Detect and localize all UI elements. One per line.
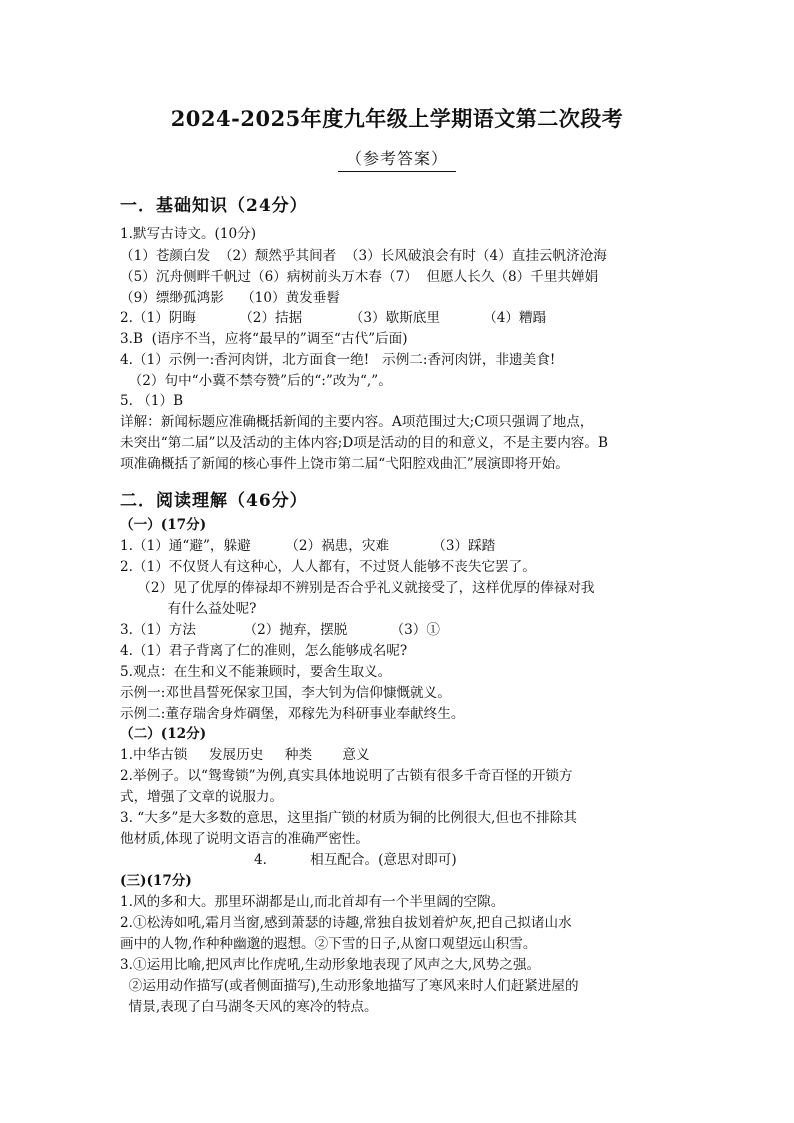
- section1-line: 1.默写古诗文。(10分): [120, 226, 257, 242]
- part2-line: 式，增强了文章的说服力。: [120, 789, 284, 805]
- part1-line: 示例二:董存瑞舍身炸碉堡，邓稼先为科研事业奉献终生。: [120, 706, 465, 722]
- section1-line: （1）苍颜白发 （2）颓然乎其间者 （3）长风破浪会有时（4）直挂云帆济沧海: [120, 248, 607, 264]
- subtitle-wrap: [0, 146, 794, 172]
- part2-line: 他材质,体现了说明文语言的准确严密性。: [120, 831, 370, 847]
- part1-heading: （一）(17分): [120, 517, 207, 533]
- part1-line: （2）见了优厚的俸禄却不辨别是否合乎礼义就接受了，这样优厚的俸禄对我: [120, 580, 595, 596]
- section1-line: （5）沉舟侧畔千帆过（6）病树前头万木春（7） 但愿人长久（8）千里共婵娟: [120, 269, 599, 285]
- section1-line: （9）缥缈孤鸿影 （10）黄发垂髫: [120, 290, 340, 306]
- part1-line: 示例一:邓世昌誓死保家卫国，李大钊为信仰慷慨就义。: [120, 685, 451, 701]
- section1-line: 项准确概括了新闻的核心事件上饶市第二届“弋阳腔戏曲汇”展演即将开始。: [120, 456, 569, 472]
- part2-line: 1.中华古锁 发展历史 种类 意义: [120, 747, 370, 763]
- part1-line: 4.（1）君子背离了仁的准则，怎么能够成名呢?: [120, 643, 408, 659]
- section1-line: 未突出“第二届”以及活动的主体内容;D项是活动的目的和意义，不是主要内容。B: [120, 435, 608, 451]
- section1-line: （2）句中“小冀不禁夸赞”后的“:”改为“,”。: [120, 373, 392, 389]
- section1-line: 4.（1）示例一:香河肉饼，北方面食一绝! 示例二:香河肉饼，非遗美食!: [120, 352, 556, 368]
- part3-line: 3.①运用比喻,把风声比作虎吼,生动形象地表现了风声之大,风势之强。: [120, 957, 541, 973]
- part2-line: 2.举例子。以“鸳鸯锁”为例,真实具体地说明了古锁有很多千奇百怪的开锁方: [120, 768, 573, 784]
- part3-line: ②运用动作描写(或者侧面描写),生动形象地描写了寒风来时人们赶紧进屋的: [120, 978, 579, 994]
- page-subtitle: （参考答案）: [338, 146, 456, 172]
- part3-line: 情景,表现了白马湖冬天风的寒冷的特点。: [120, 999, 378, 1015]
- part1-line: 有什么益处呢?: [120, 601, 257, 617]
- section1-line: 详解：新闻标题应准确概括新闻的主要内容。A项范围过大;C项只强调了地点，: [120, 414, 594, 430]
- section1-line: 2.（1）阴晦 （2）拮据 （3）歇斯底里 （4）糟蹋: [120, 310, 547, 326]
- part3-line: 画中的人物,作种种幽邈的遐想。②下雪的日子,从窗口观望远山积雪。: [120, 936, 537, 952]
- part1-line: 3.（1）方法 （2）抛弃，摆脱 （3）①: [120, 622, 440, 638]
- section2-heading: 二．阅读理解（46分）: [120, 491, 308, 511]
- part2-line: 4. 相互配合。(意思对即可): [120, 852, 457, 868]
- part1-line: 5.观点：在生和义不能兼顾时，要舍生取义。: [120, 664, 392, 680]
- page-title: 2024-2025年度九年级上学期语文第二次段考: [170, 106, 624, 131]
- part2-line: 3. “大多”是大多数的意思，这里指广锁的材质为铜的比例很大,但也不排除其: [120, 810, 577, 826]
- section1-line: 5. （1）B: [120, 393, 184, 409]
- section1-line: 3.B (语序不当，应将“最早的”调至“古代”后面): [120, 331, 408, 347]
- part3-line: 2.①松涛如吼,霜月当窗,感到萧瑟的诗趣,常独自拔划着炉灰,把自己拟诸山水: [120, 915, 572, 931]
- part1-line: 1.（1）通“避”，躲避 （2）祸患，灾难 （3）踩踏: [120, 538, 496, 554]
- section1-heading: 一．基础知识（24分）: [120, 196, 308, 216]
- part2-heading: （二）(12分): [120, 726, 207, 742]
- part3-heading: (三)(17分): [120, 873, 192, 889]
- part1-line: 2.（1）不仅贤人有这种心，人人都有，不过贤人能够不丧失它罢了。: [120, 559, 536, 575]
- part3-line: 1.风的多和大。那里环湖都是山,而北首却有一个半里阔的空隙。: [120, 894, 505, 910]
